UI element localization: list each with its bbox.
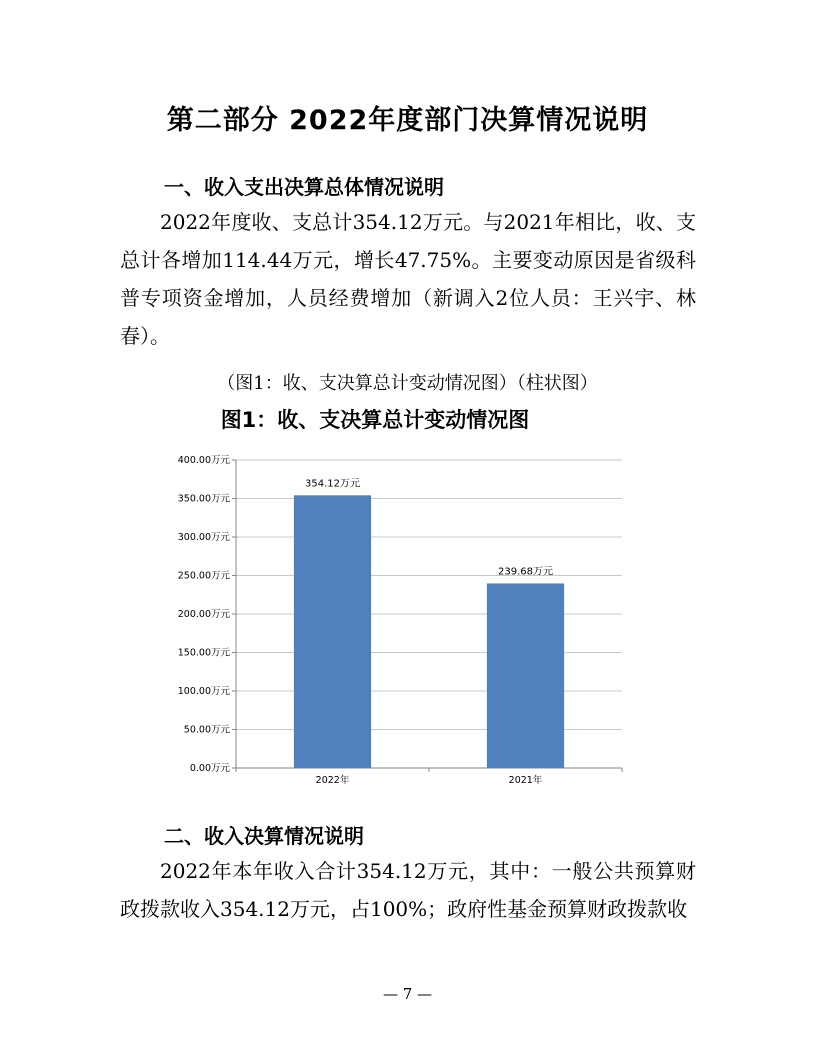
bar-2: [487, 583, 564, 768]
section-heading-income-expense: 一、收入支出决算总体情况说明: [164, 175, 444, 199]
section-heading-income: 二、收入决算情况说明: [164, 824, 364, 848]
y-tick-label: 200.00万元: [177, 609, 230, 620]
y-tick-label: 0.00万元: [189, 763, 230, 774]
y-tick-label: 50.00万元: [183, 724, 230, 736]
y-tick-label: 400.00万元: [177, 455, 230, 466]
data-label: 354.12万元: [305, 478, 360, 490]
x-tick-label: 2022年: [315, 775, 350, 786]
y-tick-label: 250.00万元: [177, 570, 230, 582]
chart-title: 图1：收、支决算总计变动情况图: [220, 408, 530, 432]
data-label: 239.68万元: [498, 566, 553, 578]
y-tick-label: 350.00万元: [177, 493, 230, 505]
page-title: 第二部分 2022年度部门决算情况说明: [166, 105, 649, 136]
section-paragraph-income: 2022年本年收入合计354.12万元，其中：一般公共预算财政拨款收入354.12万元，占100%；政府性基金预算财政拨款收: [120, 859, 696, 921]
y-tick-label: 100.00万元: [177, 686, 230, 697]
y-tick-label: 150.00万元: [177, 647, 230, 659]
y-tick-label: 300.00万元: [177, 532, 230, 543]
figure-caption: （图1：收、支决算总计变动情况图）（柱状图）: [217, 373, 598, 394]
bar-1: [294, 495, 371, 768]
page-number: — 7 —: [382, 985, 433, 1003]
bar-chart: [150, 445, 630, 790]
x-tick-label: 2021年: [508, 775, 543, 786]
section-paragraph-income-expense: 2022年度收、支总计354.12万元。与2021年相比，收、支总计各增加114.44万元，增长47.75%。主要变动原因是省级科普专项资金增加，人员经费增加（新调入2位人员：王兴宇、林春）。: [120, 210, 696, 348]
